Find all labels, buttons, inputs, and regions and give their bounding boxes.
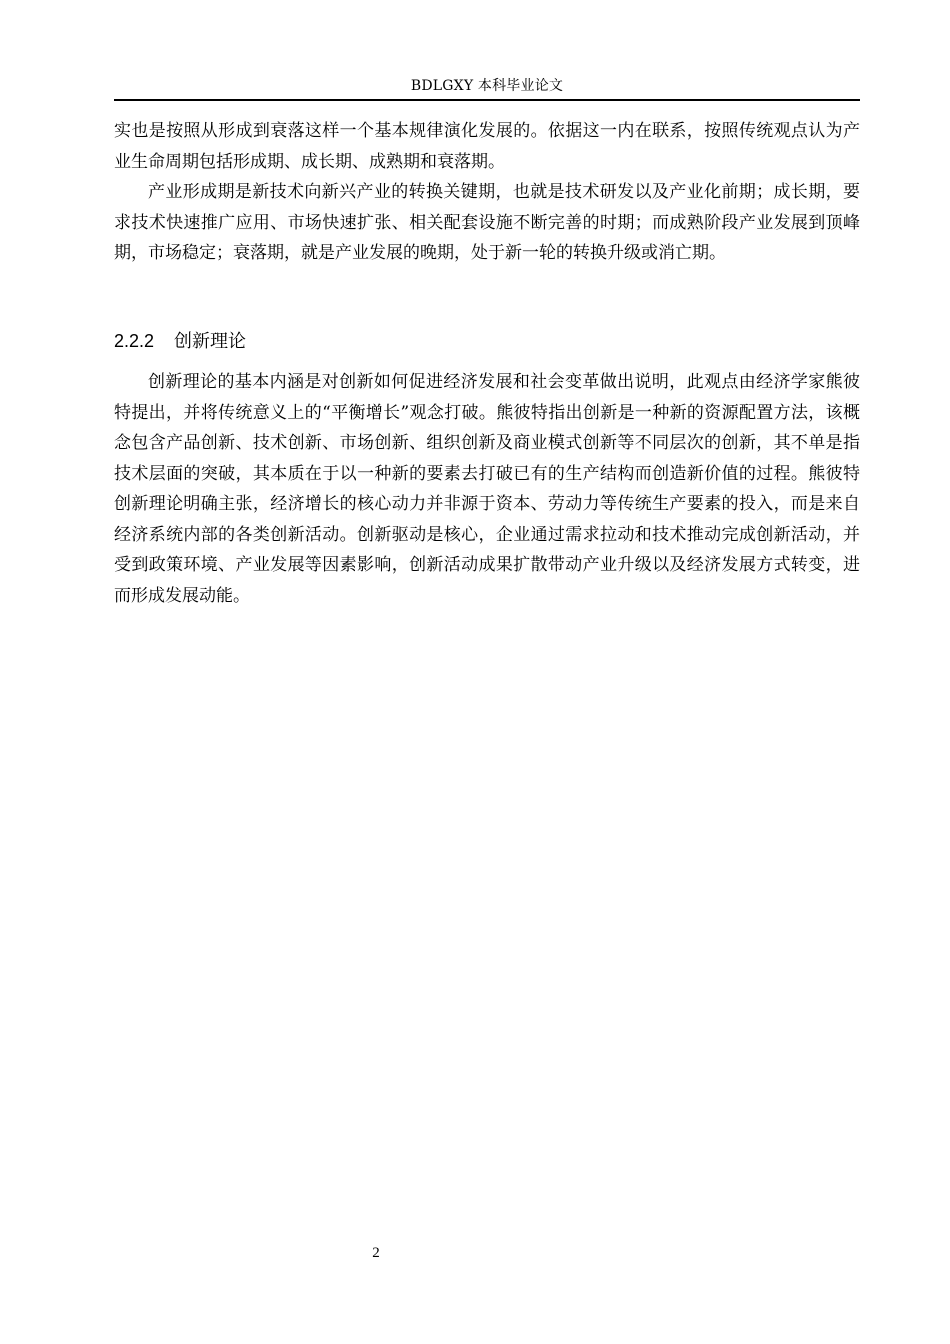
running-header: BDLGXY 本科毕业论文 [410,78,564,94]
page-number: 2 [372,1245,380,1261]
body-paragraph-1: 实也是按照从形成到衰落这样一个基本规律演化发展的。依据这一内在联系，按照传统观点认为产业生命周期包括形成期、成长期、成熟期和衰落期。 [114,121,860,172]
section-number: 2.2.2 [114,331,155,351]
section-heading [114,326,246,357]
body-paragraph-2: 产业形成期是新技术向新兴产业的转换关键期，也就是技术研发以及产业化前期；成长期，要求技术快速推广应用、市场快速扩张、相关配套设施不断完善的时期；而成熟阶段产业发展到顶峰期，市场稳定；衰落期，就是产业发展的晚期，处于新一轮的转换升级或消亡期。 [114,182,860,263]
body-paragraph-3: 创新理论的基本内涵是对创新如何促进经济发展和社会变革做出说明，此观点由经济学家熊彼特提出，并将传统意义上的“平衡增长”观念打破。熊彼特指出创新是一种新的资源配置方法，该概念包含产品创新、技术创新、市场创新、组织创新及商业模式创新等不同层次的创新，其不单是指技术层面的突破，其本质在于以一种新的要素去打破已有的生产结构而创造新价值的过程。熊彼特创新理论明确主张，经济增长的核心动力并非源于资本、劳动力等传统生产要素的投入，而是来自经济系统内部的各类创新活动。创新驱动是核心，企业通过需求拉动和技术推动完成创新活动，并受到政策环境、产业发展等因素影响，创新活动成果扩散带动产业升级以及经济发展方式转变，进而形成发展动能。 [114,372,860,606]
header-rule [114,99,860,101]
section-title: 创新理论 [174,331,246,352]
